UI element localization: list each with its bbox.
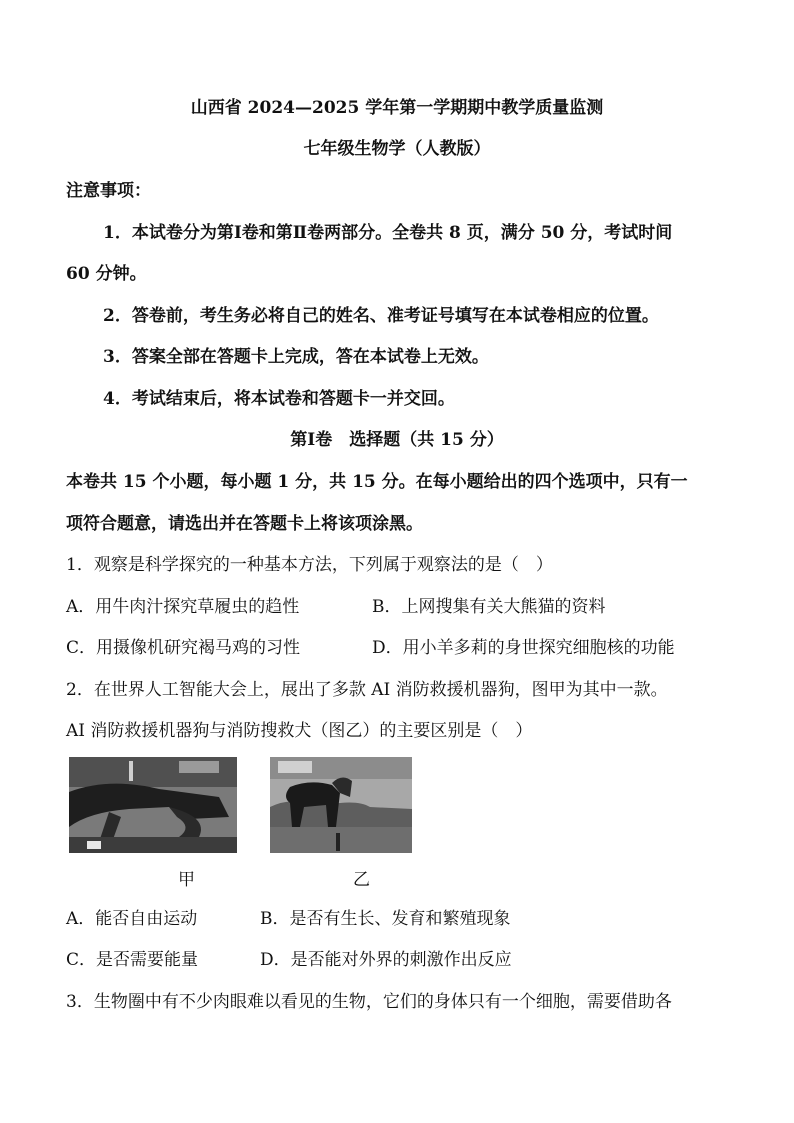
exam-title: 山西省 2024—2025 学年第一学期期中教学质量监测 (190, 98, 604, 118)
question-2-option-d: D．是否能对外界的刺激作出反应 (260, 950, 512, 970)
figure-label-yi: 乙 (353, 870, 370, 890)
notice-heading: 注意事项： (66, 181, 151, 201)
question-2-stem-line-1: 2．在世界人工智能大会上，展出了多款 AI 消防救援机器狗，图甲为其中一款。 (66, 680, 668, 700)
notice-item-4: 4．考试结束后，将本试卷和答题卡一并交回。 (103, 389, 455, 409)
robot-dog-photo (69, 757, 237, 853)
section-1-instruction-line-1: 本卷共 15 个小题，每小题 1 分，共 15 分。在每小题给出的四个选项中，只有一 (66, 472, 688, 492)
figure-label-jia: 甲 (178, 870, 195, 890)
question-1-option-d: D．用小羊多莉的身世探究细胞核的功能 (372, 638, 675, 658)
question-1-option-c: C．用摄像机研究褐马鸡的习性 (66, 638, 301, 658)
question-2-option-a: A．能否自由运动 (66, 909, 198, 929)
question-2-option-c: C．是否需要能量 (66, 950, 199, 970)
section-1-title: 第Ⅰ卷 选择题（共 15 分） (290, 430, 504, 450)
question-2-stem-line-2: AI 消防救援机器狗与消防搜救犬（图乙）的主要区别是（ ） (66, 721, 533, 741)
question-2-option-b: B．是否有生长、发育和繁殖现象 (260, 909, 511, 929)
notice-item-1-line-2: 60 分钟。 (66, 264, 147, 284)
notice-item-1-line-1: 1．本试卷分为第Ⅰ卷和第Ⅱ卷两部分。全卷共 8 页，满分 50 分，考试时间 (103, 223, 673, 243)
question-1-option-a: A．用牛肉汁探究草履虫的趋性 (66, 597, 300, 617)
notice-item-3: 3．答案全部在答题卡上完成，答在本试卷上无效。 (103, 347, 489, 367)
question-1-option-b: B．上网搜集有关大熊猫的资料 (372, 597, 606, 617)
rescue-dog-photo (270, 757, 412, 853)
section-1-instruction-line-2: 项符合题意，请选出并在答题卡上将该项涂黑。 (66, 514, 423, 534)
question-3-stem-line-1: 3．生物圈中有不少肉眼难以看见的生物，它们的身体只有一个细胞，需要借助各 (66, 992, 672, 1012)
question-1-stem: 1．观察是科学探究的一种基本方法，下列属于观察法的是（ ） (66, 555, 553, 575)
notice-item-2: 2．答卷前，考生务必将自己的姓名、准考证号填写在本试卷相应的位置。 (103, 306, 659, 326)
exam-subtitle: 七年级生物学（人教版） (303, 139, 491, 159)
